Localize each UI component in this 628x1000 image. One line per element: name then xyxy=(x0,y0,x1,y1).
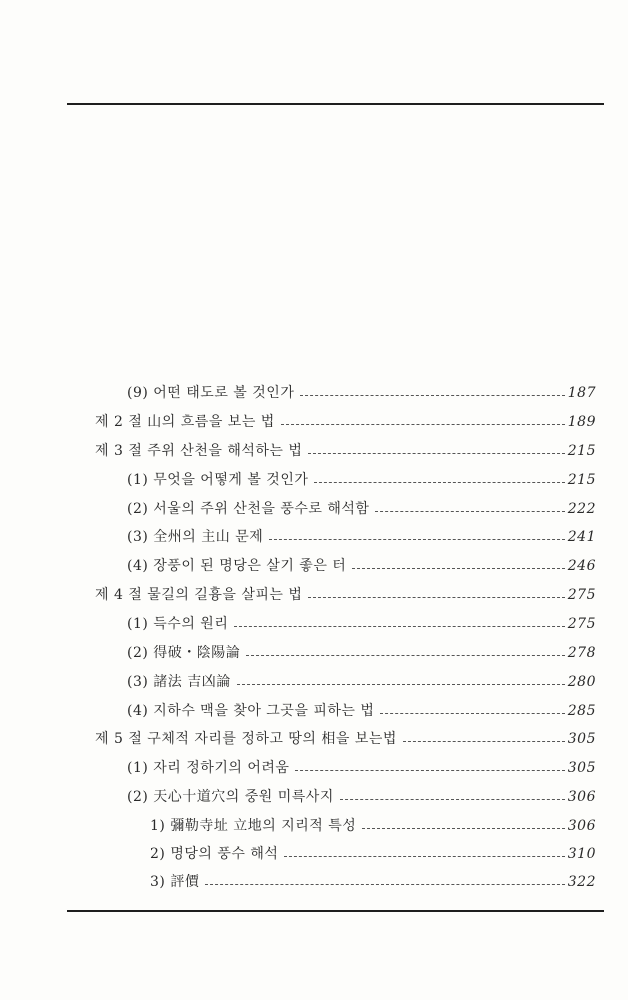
toc-entry-title: (4) 장풍이 된 명당은 살기 좋은 터 xyxy=(127,558,347,574)
toc-leader xyxy=(246,654,564,656)
toc-entry-title: (3) 諸法 吉凶論 xyxy=(127,674,231,690)
toc-page-number: 305 xyxy=(567,731,596,747)
toc-page-number: 241 xyxy=(567,529,596,545)
toc-page-number: 322 xyxy=(567,874,596,890)
toc-page-number: 275 xyxy=(567,587,596,603)
toc-entry[interactable] xyxy=(127,524,596,546)
toc-page-number: 246 xyxy=(567,558,596,574)
toc-entry[interactable] xyxy=(95,438,596,460)
toc-entry[interactable] xyxy=(150,869,596,891)
toc-leader xyxy=(269,538,565,540)
toc-entry[interactable] xyxy=(95,582,596,604)
toc-leader xyxy=(308,596,564,598)
toc-page-number: 275 xyxy=(567,616,596,632)
toc-entry[interactable] xyxy=(127,755,596,777)
toc-leader xyxy=(281,423,565,425)
toc-entry[interactable] xyxy=(127,380,596,402)
toc-leader xyxy=(300,394,564,396)
toc-entry-title: (4) 지하수 맥을 찾아 그곳을 피하는 법 xyxy=(127,703,375,719)
toc-page-number: 310 xyxy=(567,846,596,862)
toc-page-number: 306 xyxy=(567,818,596,834)
toc-leader xyxy=(314,481,564,483)
toc-entry-title: 제 4 절 물길의 길흉을 살피는 법 xyxy=(95,587,303,603)
toc-entry-title: 3) 評價 xyxy=(150,874,200,890)
toc-page-number: 222 xyxy=(567,501,596,517)
toc-leader xyxy=(380,712,564,714)
toc-entry-title: (2) 得破・陰陽論 xyxy=(127,645,241,661)
toc-entry-title: (9) 어떤 태도로 볼 것인가 xyxy=(127,385,295,401)
toc-page-number: 305 xyxy=(567,760,596,776)
toc-entry[interactable] xyxy=(127,698,596,720)
toc-page-number: 280 xyxy=(567,674,596,690)
toc-leader xyxy=(295,769,564,771)
toc-page-number: 215 xyxy=(567,443,596,459)
toc-entry[interactable] xyxy=(127,467,596,489)
toc-entry-title: (3) 全州의 主山 문제 xyxy=(127,529,264,545)
toc-entry-title: (1) 자리 정하기의 어려움 xyxy=(127,760,290,776)
toc-page-number: 189 xyxy=(567,414,596,430)
toc-entry-title: (1) 득수의 원리 xyxy=(127,616,229,632)
toc-entry-title: 제 3 절 주위 산천을 해석하는 법 xyxy=(95,443,303,459)
toc-leader xyxy=(375,510,564,512)
toc-leader xyxy=(234,625,564,627)
toc-leader xyxy=(237,683,565,685)
toc-entry[interactable] xyxy=(127,640,596,662)
toc-leader xyxy=(352,567,564,569)
toc-page-number: 285 xyxy=(567,703,596,719)
toc-page-number: 306 xyxy=(567,789,596,805)
toc-entry[interactable] xyxy=(95,409,596,431)
bottom-rule xyxy=(67,910,604,912)
toc-entry-title: (2) 天心十道穴의 중원 미륵사지 xyxy=(127,789,334,805)
toc-entry[interactable] xyxy=(127,784,596,806)
toc-page-number: 215 xyxy=(567,472,596,488)
toc-entry-title: (2) 서울의 주위 산천을 풍수로 해석함 xyxy=(127,501,370,517)
toc-entry-title: 2) 명당의 풍수 해석 xyxy=(150,846,279,862)
toc-entry[interactable] xyxy=(95,726,596,748)
toc-entry-title: 제 5 절 구체적 자리를 정하고 땅의 相을 보는법 xyxy=(95,731,397,747)
toc-leader xyxy=(205,883,564,885)
toc-page-number: 278 xyxy=(567,645,596,661)
toc-entry[interactable] xyxy=(127,496,596,518)
toc-leader xyxy=(308,452,564,454)
toc-entry-title: (1) 무엇을 어떻게 볼 것인가 xyxy=(127,472,309,488)
toc-entry[interactable] xyxy=(150,841,596,863)
toc-entry-title: 1) 彌勒寺址 立地의 지리적 특성 xyxy=(150,818,357,834)
toc-entry[interactable] xyxy=(127,553,596,575)
toc-entry[interactable] xyxy=(127,611,596,633)
toc-leader xyxy=(284,855,564,857)
toc-leader xyxy=(362,827,564,829)
toc-entry[interactable] xyxy=(150,813,596,835)
toc-page-number: 187 xyxy=(567,385,596,401)
toc-leader xyxy=(340,798,565,800)
toc-leader xyxy=(403,740,565,742)
toc-entry[interactable] xyxy=(127,669,596,691)
toc-entry-title: 제 2 절 山의 흐름을 보는 법 xyxy=(95,414,275,430)
